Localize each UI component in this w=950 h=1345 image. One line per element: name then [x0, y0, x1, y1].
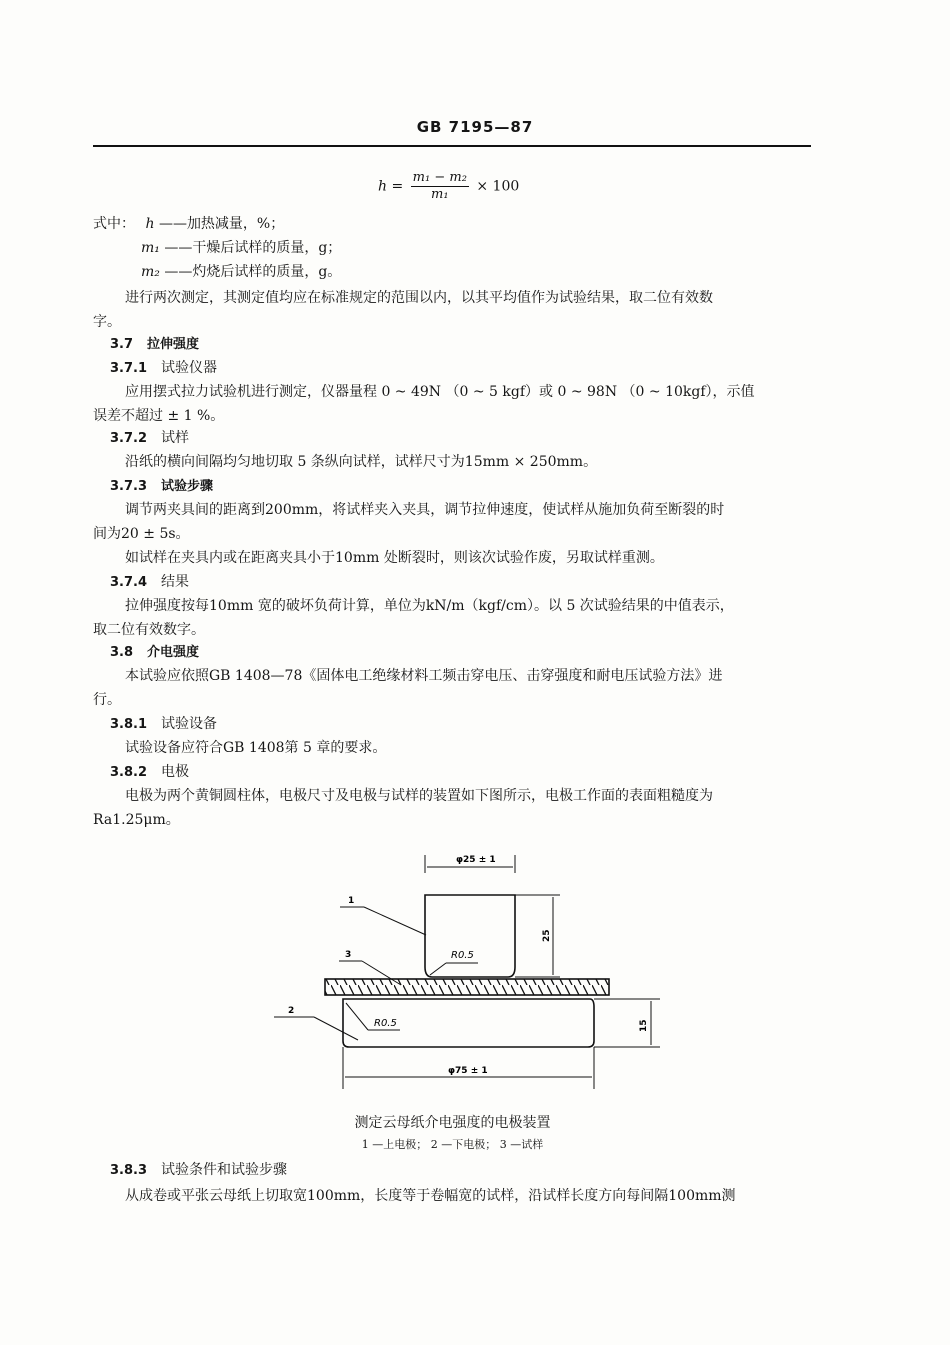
section-number: 3.7.1: [110, 361, 148, 376]
section-title: 介电强度: [147, 645, 200, 660]
section-3-7-2-heading: [110, 428, 189, 449]
section-title: 试验设备: [161, 716, 218, 732]
section-3-8-3-heading: [110, 1160, 287, 1181]
formula-denominator: m₁: [431, 187, 449, 202]
section-3-7-heading: [110, 334, 199, 355]
radius-bottom-leader: [346, 1003, 368, 1030]
dim-bottom-label: φ75 ± 1: [448, 1066, 488, 1076]
page-header: GB 7195—87: [416, 118, 534, 136]
section-number: 3.7.3: [110, 479, 148, 494]
definition-m1: [141, 238, 341, 258]
section-title: 拉伸强度: [147, 337, 200, 352]
definition-m2: [141, 262, 341, 282]
definition-symbol: h: [145, 216, 155, 232]
callout-1-leader: [364, 907, 426, 935]
section-3-7-4-heading: [110, 572, 189, 593]
figure-legend: 1 —上电极； 2 —下电极； 3 —试样: [361, 1138, 544, 1151]
section-3-8-2-line2: Ra1.25μm。: [93, 812, 180, 828]
section-3-8-line1: 本试验应依照GB 1408—78《固体电工绝缘材料工频击穿电压、击穿强度和耐电压试验方法》进: [125, 668, 723, 684]
section-3-7-1-line1: 应用摆式拉力试验机进行测定，仪器量程 0 ~ 49N （0 ~ 5 kgf）或 0 ~ 98N （0 ~ 10kgf），示值: [125, 384, 755, 400]
formula-numerator: m₁ − m₂: [412, 170, 467, 185]
formula-eq: =: [391, 178, 404, 195]
result-paragraph-line2: 字。: [93, 314, 121, 330]
section-title: 电极: [161, 764, 190, 780]
result-paragraph-line1: 进行两次测定，其测定值均应在标准规定的范围以内，以其平均值作为试验结果，取二位有效数: [125, 290, 713, 306]
radius-top-leader: [430, 963, 446, 975]
section-3-7-3-line3: 如试样在夹具内或在距离夹具小于10mm 处断裂时，则该次试验作废，另取试样重测。: [125, 550, 664, 566]
section-title: 试验步骤: [161, 479, 214, 494]
section-3-8-2-heading: [110, 762, 189, 783]
definition-text: ——灼烧后试样的质量，g。: [164, 264, 342, 280]
section-3-8-1-heading: [110, 714, 217, 735]
figure-caption: 测定云母纸介电强度的电极装置: [354, 1115, 551, 1131]
section-3-7-3-line1: 调节两夹具间的距离到200mm，将试样夹入夹具，调节拉伸速度，使试样从施加负荷至断裂的时: [125, 502, 725, 518]
section-number: 3.7: [110, 337, 134, 352]
specimen-sheet: [325, 979, 609, 995]
formula-lhs: h: [378, 178, 388, 195]
upper-electrode: [425, 895, 515, 977]
section-title: 试样: [161, 430, 190, 446]
section-title: 试验条件和试验步骤: [161, 1162, 288, 1178]
radius-bottom-label: R0.5: [374, 1018, 397, 1029]
definition-text: ——干燥后试样的质量，g；: [164, 240, 342, 256]
section-number: 3.7.2: [110, 431, 148, 446]
section-3-8-2-line1: 电极为两个黄铜圆柱体，电极尺寸及电极与试样的装置如下图所示，电极工作面的表面粗糙度为: [125, 788, 713, 804]
section-number: 3.7.4: [110, 575, 148, 590]
definition-h: [93, 214, 284, 234]
formula: [378, 170, 519, 203]
section-3-7-4-line1: 拉伸强度按每10mm 宽的破坏负荷计算，单位为kN/m（kgf/cm）。以 5 次试验结果的中值表示，: [125, 598, 734, 614]
callout-2-leader: [314, 1017, 358, 1040]
section-3-7-3-heading: [110, 476, 213, 497]
formula-fraction: [411, 170, 469, 203]
section-title: 试验仪器: [161, 360, 218, 376]
definition-symbol: m₁: [141, 240, 160, 256]
dim-upper-height-label: 25: [542, 929, 552, 942]
section-3-7-3-line2: 间为20 ± 5s。: [93, 526, 190, 542]
section-3-8-heading: [110, 642, 199, 663]
section-3-8-1-line1: 试验设备应符合GB 1408第 5 章的要求。: [125, 740, 387, 756]
section-3-7-2-line1: 沿纸的横向间隔均匀地切取 5 条纵向试样，试样尺寸为15mm × 250mm。: [125, 454, 598, 470]
callout-1: 1: [348, 896, 355, 906]
section-number: 3.8.1: [110, 717, 148, 732]
section-number: 3.8.2: [110, 765, 148, 780]
section-3-7-1-line2: 误差不超过 ± 1 %。: [93, 408, 225, 424]
callout-2: 2: [288, 1006, 295, 1016]
section-3-8-line2: 行。: [93, 692, 121, 708]
callout-3: 3: [345, 950, 352, 960]
definition-symbol: m₂: [141, 264, 160, 280]
formula-tail: × 100: [476, 178, 520, 195]
electrode-figure: [268, 845, 668, 1095]
definition-prefix: 式中：: [93, 216, 135, 232]
dim-top-label: φ25 ± 1: [456, 855, 496, 865]
section-number: 3.8: [110, 645, 134, 660]
definition-text: ——加热减量，%；: [158, 216, 285, 232]
section-3-7-4-line2: 取二位有效数字。: [93, 622, 205, 638]
section-3-7-1-heading: [110, 358, 217, 379]
section-3-8-3-line1: 从成卷或平张云母纸上切取宽100mm，长度等于卷幅宽的试样，沿试样长度方向每间隔100mm测: [125, 1188, 736, 1204]
section-number: 3.8.3: [110, 1163, 148, 1178]
header-rule: [93, 145, 811, 147]
radius-top-label: R0.5: [451, 950, 474, 961]
dim-lower-height-label: 15: [639, 1019, 649, 1032]
section-title: 结果: [161, 574, 190, 590]
